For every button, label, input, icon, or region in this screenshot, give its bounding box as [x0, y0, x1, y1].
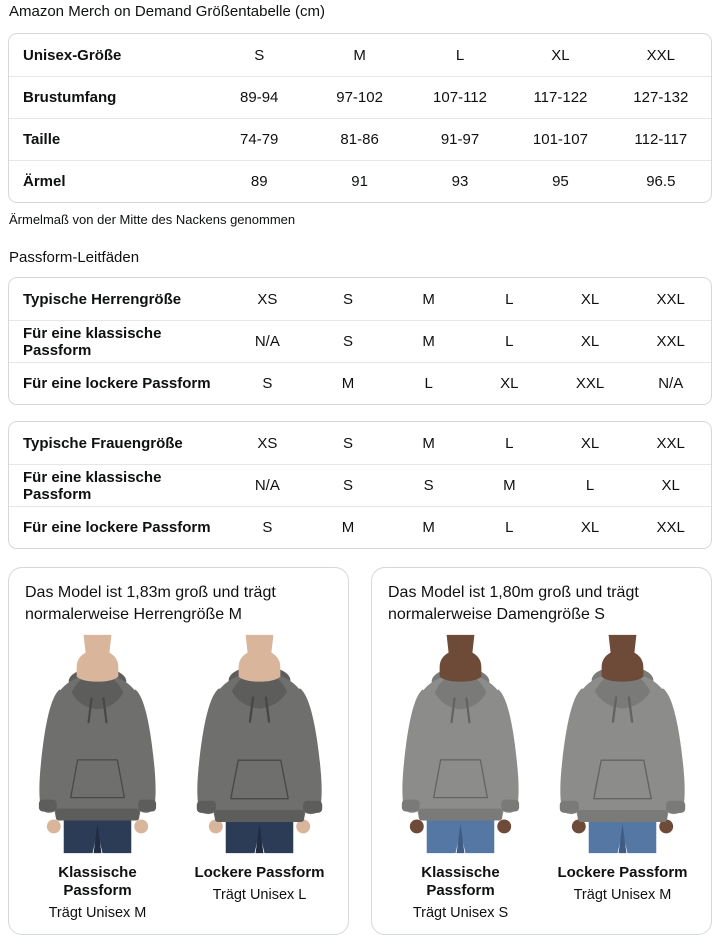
model-figures	[23, 634, 334, 922]
wears-caption: Trägt Unisex S	[412, 905, 509, 921]
fit-size-cell: M	[422, 290, 435, 308]
size-column-header: XL	[551, 46, 570, 64]
measurement-cell: 107-112	[433, 89, 487, 106]
measurement-cell: 89-94	[240, 89, 279, 106]
fit-size-cell: M	[341, 519, 355, 536]
table-row-loose-fit	[9, 362, 711, 404]
measurement-cell: 117-122	[533, 89, 588, 106]
fit-size-cell: XL	[580, 519, 600, 536]
fit-size-cell: N/A	[254, 333, 280, 350]
fit-size-cell: XL	[580, 333, 600, 350]
fit-size-cell: L	[505, 434, 514, 452]
table-header-row	[9, 34, 711, 76]
row-label: Typische Frauengröße	[23, 434, 183, 452]
classic-fit-figure	[386, 634, 535, 922]
womens-fit-guide-table	[8, 421, 712, 549]
row-label: Taille	[23, 131, 61, 148]
model-description: Das Model ist 1,83m groß und trägt normalerweise Herrengröße M	[25, 584, 276, 623]
measurement-cell: 96.5	[646, 173, 676, 190]
classic-fit-figure	[23, 634, 172, 922]
fit-size-cell: S	[343, 477, 354, 494]
fit-caption: Lockere Passform	[557, 864, 688, 881]
fit-caption: Klassische Passform	[421, 864, 500, 899]
wears-caption: Trägt Unisex M	[48, 905, 147, 921]
page-title: Amazon Merch on Demand Größentabelle (cm)	[9, 3, 325, 20]
model-cards	[8, 567, 712, 935]
fit-size-cell: S	[343, 290, 354, 308]
table-row-classic-fit	[9, 464, 711, 506]
measurement-cell: 101-107	[532, 131, 588, 148]
size-column-header: S	[254, 46, 265, 64]
fit-size-cell: M	[341, 375, 355, 392]
fit-size-cell: S	[262, 375, 273, 392]
loose-fit-figure	[548, 634, 697, 922]
table-row-typical-mens-size	[9, 278, 711, 320]
fit-size-cell: XXL	[656, 333, 685, 350]
table-row-loose-fit	[9, 506, 711, 548]
unisex-size-table	[8, 33, 712, 203]
size-column-header: M	[353, 46, 366, 64]
table-row-classic-fit	[9, 320, 711, 362]
fit-size-cell: N/A	[658, 375, 684, 392]
fit-size-cell: XXL	[575, 375, 605, 392]
size-column-header: L	[455, 46, 465, 64]
row-label: Brustumfang	[23, 89, 117, 106]
fit-caption: Lockere Passform	[194, 864, 325, 881]
size-column-header: XXL	[646, 46, 675, 64]
mens-fit-guide-table	[8, 277, 712, 405]
fit-size-cell: N/A	[254, 477, 280, 494]
fit-size-cell: XS	[257, 290, 278, 308]
model-photo-loose-fit	[548, 634, 697, 854]
row-label: Ärmel	[23, 173, 66, 190]
fit-size-cell: XXL	[656, 290, 685, 308]
fit-size-cell: L	[505, 519, 514, 536]
measurement-cell: 95	[552, 173, 569, 190]
fit-guides-heading: Passform-Leitfäden	[9, 249, 140, 266]
model-photo-loose-fit	[185, 634, 334, 854]
row-label: Unisex-Größe	[23, 46, 122, 64]
measurement-cell: 74-79	[240, 131, 279, 148]
wears-caption: Trägt Unisex L	[212, 887, 307, 903]
measurement-cell: 127-132	[633, 89, 689, 106]
fit-size-cell: S	[343, 333, 354, 350]
fit-size-cell: XL	[580, 290, 600, 308]
fit-size-cell: XL	[500, 375, 519, 392]
measurement-cell: 97-102	[336, 89, 383, 106]
fit-caption: Klassische Passform	[58, 864, 137, 899]
table-row-waist	[9, 118, 711, 160]
model-photo-classic-fit	[23, 634, 172, 854]
fit-size-cell: M	[422, 434, 435, 452]
fit-size-cell: XXL	[656, 519, 685, 536]
row-label: Für eine klassische Passform	[23, 324, 162, 359]
fit-size-cell: S	[343, 434, 354, 452]
fit-size-cell: M	[422, 519, 435, 536]
table-row-sleeve	[9, 160, 711, 202]
fit-size-cell: XL	[580, 434, 600, 452]
womens-model-card	[371, 567, 712, 935]
model-description: Das Model ist 1,80m groß und trägt normalerweise Damengröße S	[388, 584, 639, 623]
fit-size-cell: L	[505, 333, 514, 350]
row-label: Typische Herrengröße	[23, 290, 182, 308]
measurement-cell: 91	[351, 173, 368, 190]
measurement-cell: 91-97	[440, 131, 480, 148]
fit-size-cell: S	[423, 477, 434, 494]
model-photo-classic-fit	[386, 634, 535, 854]
measurement-cell: 89	[250, 173, 268, 190]
measurement-cell: 81-86	[340, 131, 379, 148]
fit-size-cell: XS	[257, 434, 278, 452]
loose-fit-figure	[185, 634, 334, 922]
row-label: Für eine lockere Passform	[23, 375, 211, 392]
table-row-chest	[9, 76, 711, 118]
fit-size-cell: L	[505, 290, 514, 308]
model-figures	[386, 634, 697, 922]
sleeve-measurement-footnote: Ärmelmaß von der Mitte des Nackens genommen	[9, 212, 296, 227]
fit-size-cell: M	[422, 333, 435, 350]
fit-size-cell: L	[424, 375, 433, 392]
fit-size-cell: L	[585, 477, 595, 494]
fit-size-cell: S	[262, 519, 273, 536]
mens-model-card	[8, 567, 349, 935]
table-row-typical-womens-size	[9, 422, 711, 464]
fit-size-cell: XL	[661, 477, 680, 494]
wears-caption: Trägt Unisex M	[573, 887, 672, 903]
row-label: Für eine lockere Passform	[23, 519, 211, 536]
fit-size-cell: M	[503, 477, 516, 494]
measurement-cell: 93	[451, 173, 469, 190]
measurement-cell: 112-117	[634, 131, 688, 148]
row-label: Für eine klassische Passform	[23, 468, 162, 503]
fit-size-cell: XXL	[656, 434, 685, 452]
